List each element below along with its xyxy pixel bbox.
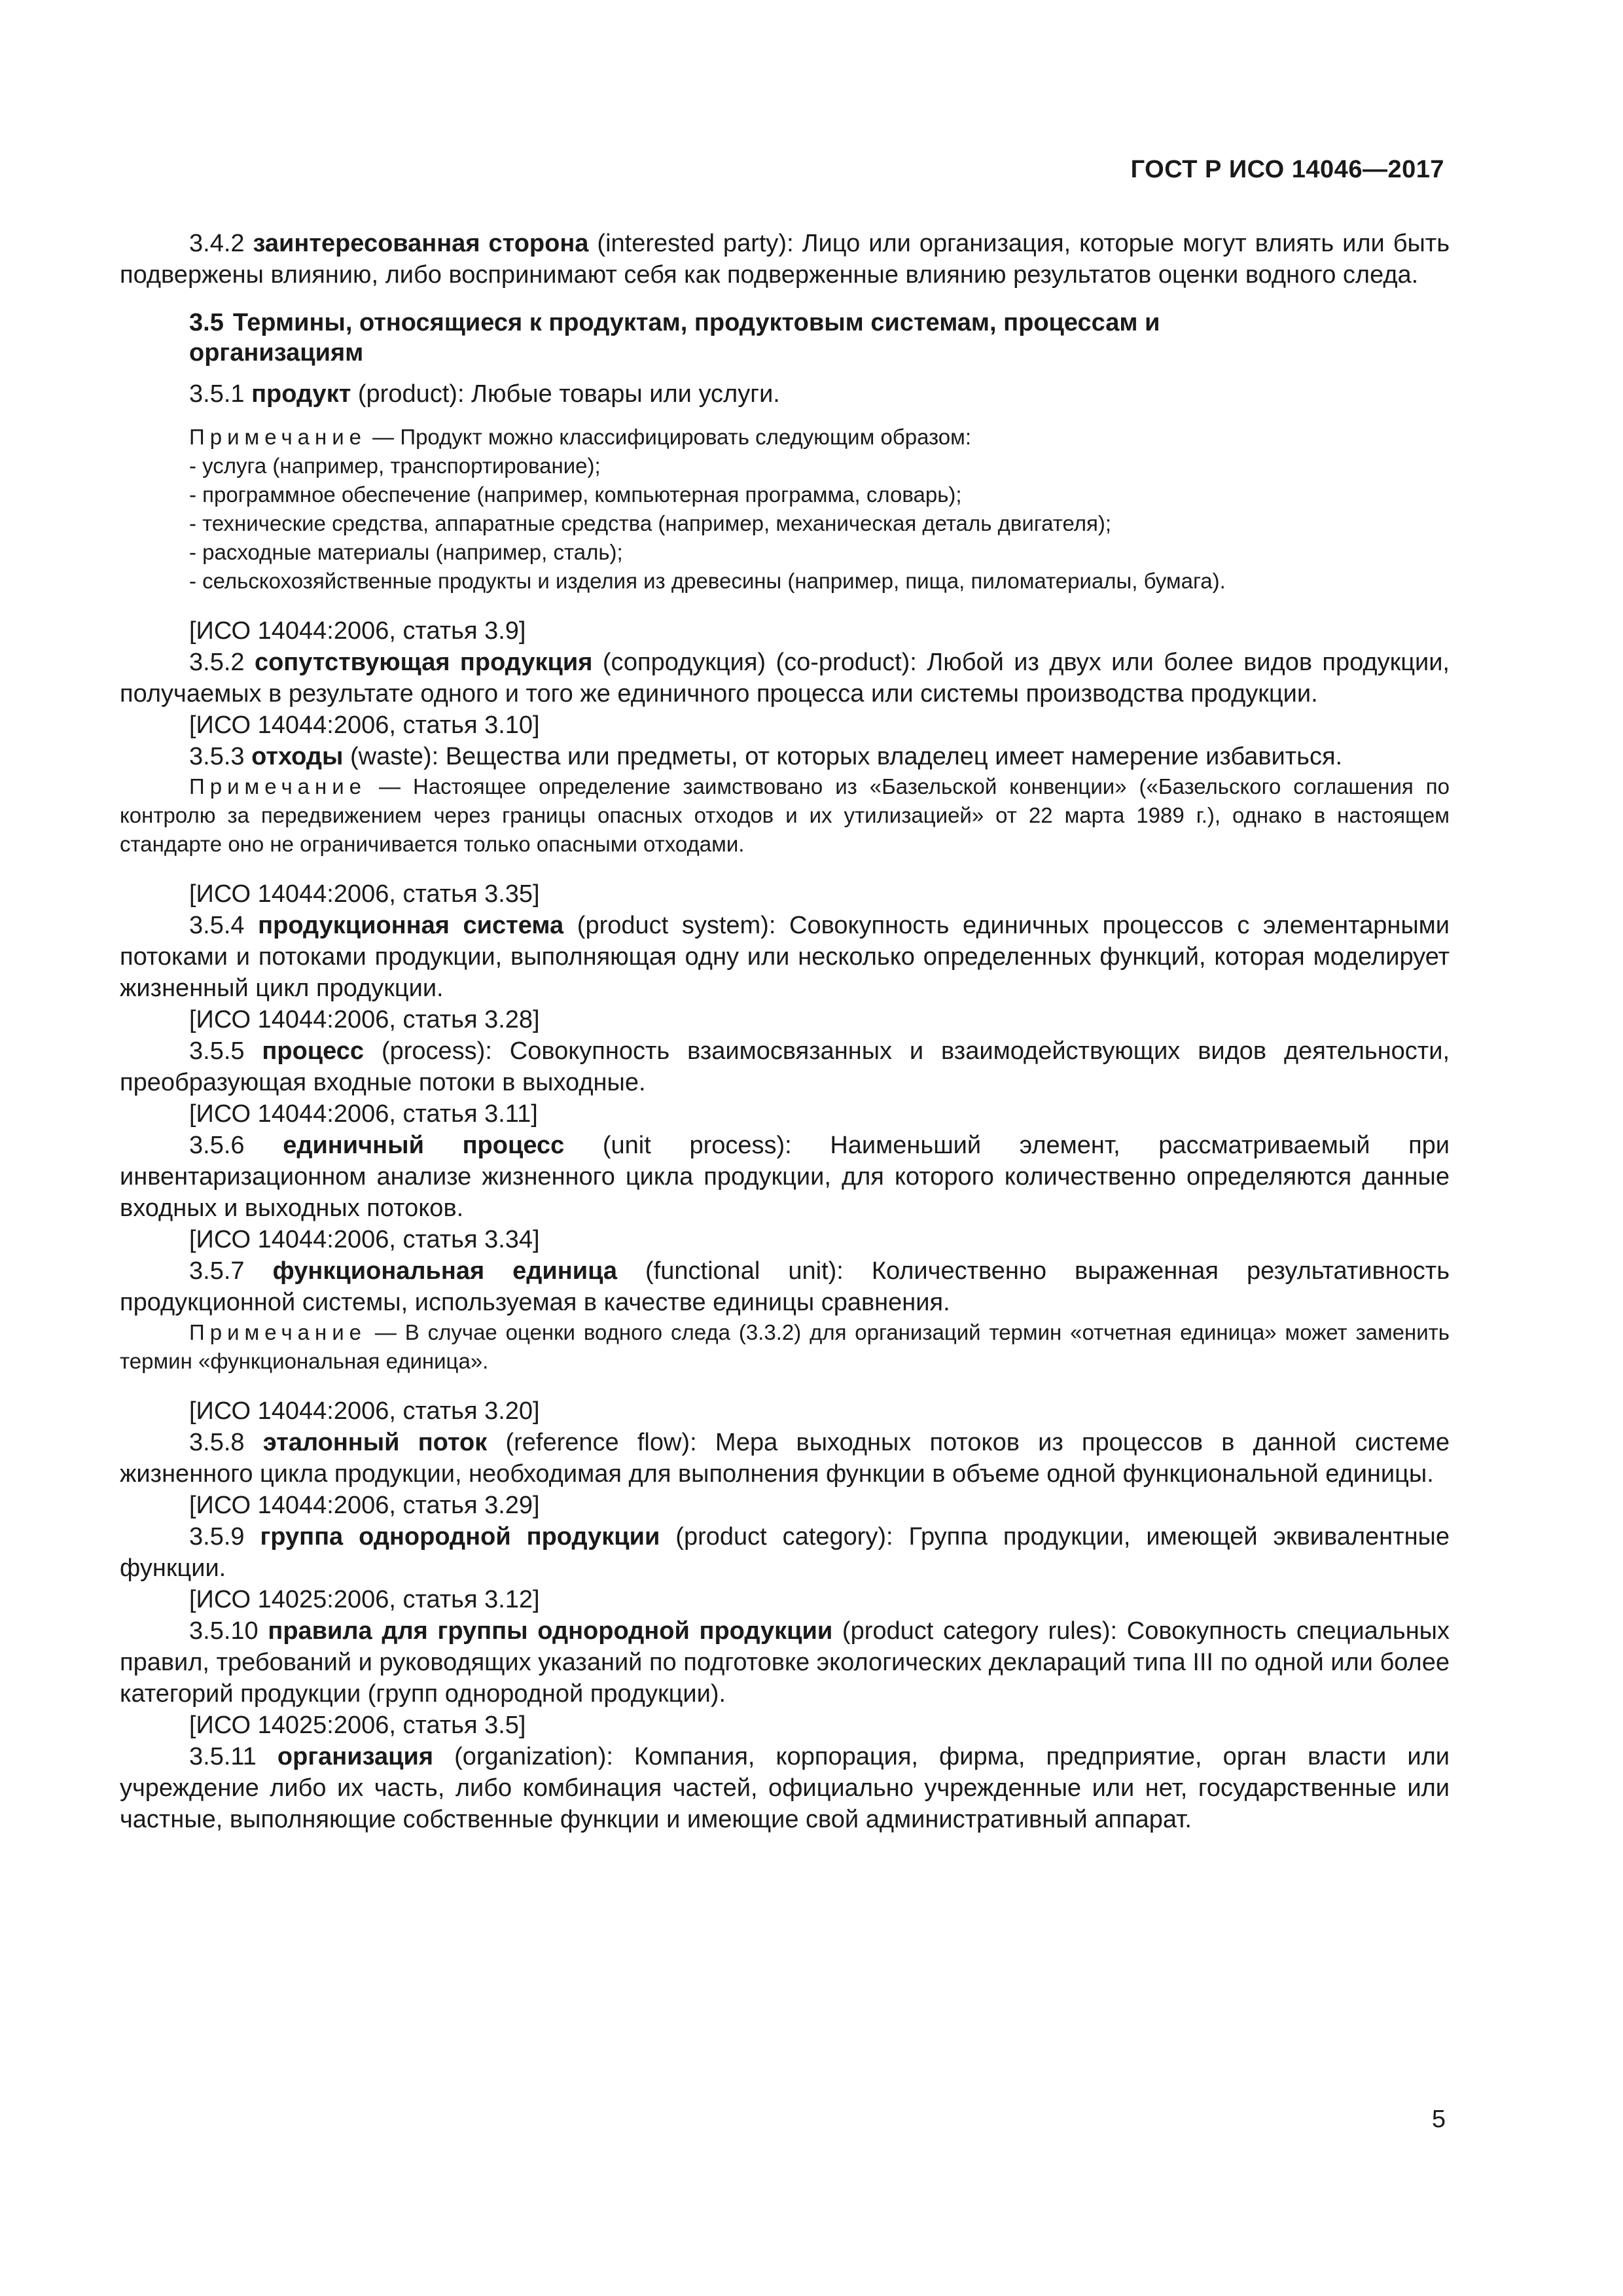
- section-heading-3-5: [120, 308, 1302, 368]
- term-name: функциональная единица: [272, 1257, 618, 1285]
- term-name: сопутствующая продукция: [254, 649, 593, 676]
- note-list-item: - программное обеспечение (например, компьютерная программа, словарь);: [189, 482, 962, 507]
- term-number: 3.5.8: [189, 1429, 245, 1456]
- source-reference: [ИСО 14025:2006, статья 3.5]: [189, 1712, 526, 1739]
- term-definition: (reference flow): Мера выходных потоков из процессов в данной системе жизненного цикла продукции, необходимая для выполнения функции в объеме одной функциональной единицы.: [120, 1429, 1450, 1488]
- term-name: правила для группы однородной продукции: [268, 1617, 833, 1645]
- term-definition: (product): Любые товары или услуги.: [351, 380, 780, 408]
- term-number: 3.5.4: [189, 912, 245, 939]
- definition-3-5-3: [120, 741, 1450, 772]
- source-reference: [ИСО 14025:2006, статья 3.12]: [189, 1586, 540, 1613]
- term-definition: (interested party): Лицо или организация, которые могут влиять или быть подвержены влиянию, либо воспринимают себя как подверженные влиянию результатов оценки водного следа.: [120, 230, 1450, 289]
- definition-3-5-5: [120, 1035, 1450, 1098]
- term-definition: (waste): Вещества или предметы, от которых владелец имеет намерение избавиться.: [343, 743, 1343, 770]
- term-number: 3.5.2: [189, 649, 245, 676]
- term-name: эталонный поток: [262, 1429, 488, 1456]
- definition-3-5-8: [120, 1427, 1450, 1490]
- definition-3-5-7: [120, 1255, 1450, 1318]
- source-reference: [ИСО 14044:2006, статья 3.29]: [189, 1492, 540, 1519]
- term-name: продукционная система: [258, 912, 564, 939]
- note-text: — Продукт можно классифицировать следующим образом:: [366, 425, 972, 449]
- term-number: 3.5.9: [189, 1523, 245, 1551]
- section-title: Термины, относящиеся к продуктам, продуктовым системам, процессам и организациям: [189, 309, 1160, 367]
- term-definition: (organization): Компания, корпорация, фирма, предприятие, орган власти или учреждение либо их часть, либо комбинация частей, официально учрежденные или нет, государственные или частные, выполняющие собственные функции и имеющие свой административный аппарат.: [120, 1743, 1450, 1833]
- term-definition: (product system): Совокупность единичных процессов с элементарными потоками и потоками продукции, выполняющая одну или несколько определенных функций, которая моделирует жизненный цикл продукции.: [120, 912, 1450, 1002]
- source-reference: [ИСО 14044:2006, статья 3.11]: [189, 1100, 538, 1128]
- term-definition: (functional unit): Количественно выраженная результативность продукционной системы, используемая в качестве единицы сравнения.: [120, 1257, 1450, 1316]
- page-content: [120, 228, 1450, 1835]
- note-block-1: [120, 423, 1450, 596]
- section-number: 3.5: [189, 309, 224, 336]
- source-reference: [ИСО 14044:2006, статья 3.9]: [189, 617, 526, 645]
- note-list-item: - сельскохозяйственные продукты и изделия из древесины (например, пища, пиломатериалы, бумага).: [189, 569, 1226, 593]
- definition-3-5-10: [120, 1615, 1450, 1710]
- term-definition: (сопродукция) (co-product): Любой из двух или более видов продукции, получаемых в результате одного и того же единичного процесса или системы производства продукции.: [120, 649, 1450, 708]
- definition-3-5-2: [120, 647, 1450, 709]
- definition-3-5-9: [120, 1521, 1450, 1584]
- source-reference: [ИСО 14044:2006, статья 3.28]: [189, 1006, 540, 1033]
- term-number: 3.5.11: [189, 1743, 257, 1770]
- note-block-2: [120, 772, 1450, 859]
- note: [120, 423, 1450, 452]
- source-reference: [ИСО 14044:2006, статья 3.10]: [189, 711, 540, 739]
- term-number: 3.5.1: [189, 380, 245, 408]
- definition-3-4-2: [120, 228, 1450, 291]
- note-list-item: - услуга (например, транспортирование);: [189, 454, 601, 478]
- term-name: процесс: [262, 1037, 365, 1065]
- term-number: 3.5.6: [189, 1132, 245, 1159]
- note-label: Примечание: [189, 774, 367, 798]
- source-reference: [ИСО 14044:2006, статья 3.34]: [189, 1226, 540, 1253]
- definition-3-5-6: [120, 1130, 1450, 1224]
- term-name: отходы: [251, 743, 344, 770]
- note-list-item: - технические средства, аппаратные средства (например, механическая деталь двигателя);: [189, 511, 1112, 535]
- term-number: 3.5.10: [189, 1617, 259, 1645]
- term-name: организация: [277, 1743, 434, 1770]
- term-definition: (process): Совокупность взаимосвязанных и взаимодействующих видов деятельности, преобразующая входные потоки в выходные.: [120, 1037, 1450, 1096]
- term-name: единичный процесс: [283, 1132, 565, 1159]
- note-label: Примечание: [189, 425, 367, 449]
- document-code: ГОСТ Р ИСО 14046—2017: [1130, 156, 1444, 183]
- definition-3-5-11: [120, 1741, 1450, 1835]
- note-text: — Настоящее определение заимствовано из «Базельской конвенции» («Базельского соглашения по контролю за передвижением через границы опасных отходов и их утилизацией» от 22 марта 1989 г.), однако в настоящем стандарте оно не ограничивается только опасными отходами.: [120, 774, 1450, 856]
- term-name: заинтересованная сторона: [253, 230, 589, 257]
- term-number: 3.5.7: [189, 1257, 245, 1285]
- source-reference: [ИСО 14044:2006, статья 3.35]: [189, 880, 540, 908]
- note-label: Примечание: [189, 1320, 367, 1344]
- term-name: продукт: [251, 380, 351, 408]
- term-definition: (product category): Группа продукции, имеющей эквивалентные функции.: [120, 1523, 1450, 1582]
- term-definition: (product category rules): Совокупность специальных правил, требований и руководящих указаний по подготовке экологических деклараций типа III по одной или более категорий продукции (групп однородной продукции).: [120, 1617, 1450, 1708]
- term-number: 3.4.2: [189, 230, 245, 257]
- note-list-item: - расходные материалы (например, сталь);: [189, 540, 623, 564]
- term-name: группа однородной продукции: [260, 1523, 660, 1551]
- definition-3-5-1: [120, 378, 1450, 410]
- note-block-3: [120, 1318, 1450, 1376]
- term-definition: (unit process): Наименьший элемент, рассматриваемый при инвентаризационном анализе жизненного цикла продукции, для которого количественно определяются данные входных и выходных потоков.: [120, 1132, 1450, 1222]
- definition-3-5-4: [120, 910, 1450, 1004]
- term-number: 3.5.3: [189, 743, 245, 770]
- term-number: 3.5.5: [189, 1037, 245, 1065]
- source-reference: [ИСО 14044:2006, статья 3.20]: [189, 1397, 540, 1425]
- note-text: — В случае оценки водного следа (3.3.2) для организаций термин «отчетная единица» может заменить термин «функциональная единица».: [120, 1320, 1450, 1373]
- page-number: 5: [1431, 2106, 1446, 2133]
